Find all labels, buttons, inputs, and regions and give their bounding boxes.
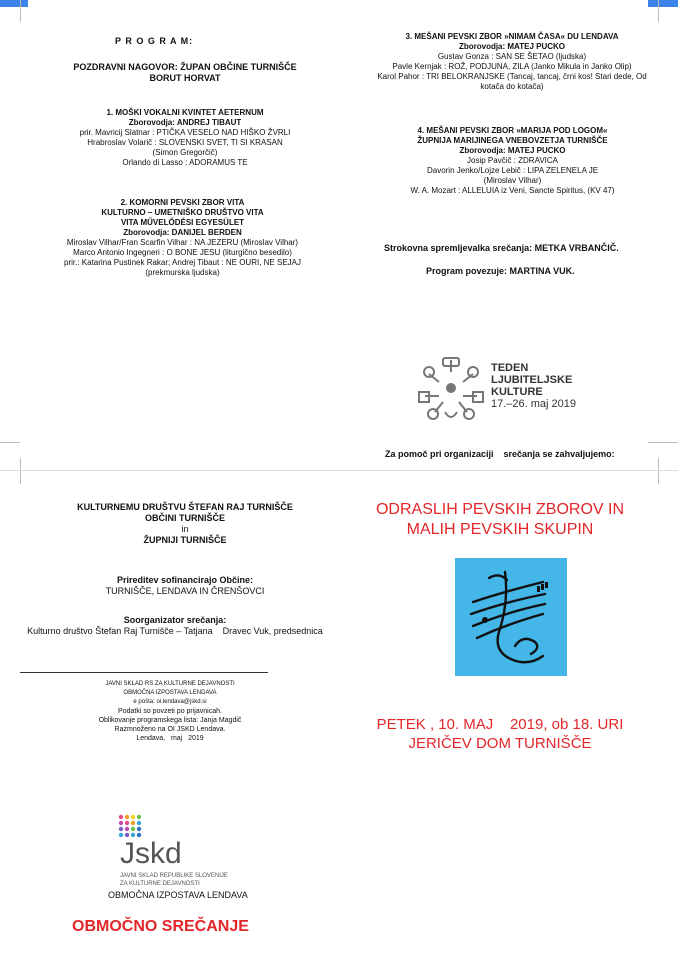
song-line: prir.: Katarina Pustinek Rakar; Andrej Tibaut : NE OURI, NE SEJAJ <box>64 258 301 267</box>
jskd-office: OBMOČNA IZPOSTAVA LENDAVA <box>108 890 248 900</box>
thanks-line: Za pomoč pri organizaciji srečanja se zahvaljujemo: <box>385 449 615 459</box>
greeting-line: POZDRAVNI NAGOVOR: ŽUPAN OBČINE TURNIŠČE <box>73 62 297 72</box>
cut-mark <box>20 0 21 22</box>
item-leader: Zborovodja: DANIJEL BERDEN <box>123 228 242 237</box>
teden-dates: 17.–26. maj 2019 <box>491 398 577 410</box>
top-bar <box>0 0 28 7</box>
teden-line: LJUBITELJSKE <box>491 374 573 386</box>
song-line: prir. Mavricij Slatnar : PTIČKA VESELO NAD HIŠKO ŽVRLI <box>79 128 291 137</box>
imprint-line: Oblikovanje programskega lista: Janja Magdič <box>98 717 242 724</box>
program-item-4 <box>360 126 665 196</box>
cut-mark <box>648 442 678 443</box>
expert-line: Strokovna spremljevalka srečanja: METKA VRBANČIČ. <box>384 243 619 253</box>
program-item-1 <box>40 108 330 168</box>
program-heading: P R O G R A M: <box>115 36 194 46</box>
song-line: (Miroslav Vilhar) <box>483 176 542 185</box>
cofinance <box>40 575 330 597</box>
thanks-item: ŽUPNIJI TURNIŠČE <box>143 535 227 545</box>
song-line: Orlando di Lasso : ADORAMUS TE <box>122 158 248 167</box>
song-line: Miroslav Vilhar/Fran Scarfin Vilhar : NA JEZERU (Miroslav Vilhar) <box>66 238 299 247</box>
teden-line: TEDEN <box>491 362 529 374</box>
song-line: W. A. Mozart : ALLELUIA iz Veni, Sancte Spiritus, (KV 47) <box>410 186 615 195</box>
item-title: 3. MEŠANI PEVSKI ZBOR »NIMAM ČASA« DU LENDAVA <box>405 32 619 41</box>
cut-mark <box>20 458 21 484</box>
thanks-item: KULTURNEMU DRUŠTVU ŠTEFAN RAJ TURNIŠČE <box>77 502 293 512</box>
program-item-3 <box>352 32 672 92</box>
cover-title-line: MALIH PEVSKIH SKUPIN <box>406 521 594 538</box>
teden-text <box>491 362 576 410</box>
song-line: Gustav Gonza : SAN SE ŠETAO (ljudska) <box>437 52 587 61</box>
imprint-email: e pošta: oi.lendava@jskd.si <box>133 699 207 705</box>
thanks-item: OBČINI TURNIŠČE <box>144 513 225 523</box>
item-leader: Zborovodja: MATEJ PUCKO <box>458 42 566 51</box>
imprint <box>60 680 280 743</box>
greeting <box>60 62 310 84</box>
meeting-title: OBMOČNO SREČANJE <box>72 918 249 935</box>
song-line: (prekmurska ljudska) <box>145 268 220 277</box>
cut-mark <box>658 458 659 484</box>
item-title: 4. MEŠANI PEVSKI ZBOR »MARIJA POD LOGOM« <box>417 126 608 135</box>
cofinance-label: Prireditev sofinancirajo Občine: <box>116 575 254 585</box>
teden-logo <box>415 352 605 424</box>
song-line: Hrabroslav Volarič : SLOVENSKI SVET, TI SI KRASAN <box>87 138 283 147</box>
music-logo <box>455 558 567 676</box>
cover-title <box>350 500 650 540</box>
program-item-2 <box>25 198 340 278</box>
item-title: 1. MOŠKI VOKALNI KVINTET AETERNUM <box>106 108 264 117</box>
separator-line <box>20 672 268 673</box>
cover-title-line: ODRASLIH PEVSKIH ZBOROV IN <box>375 501 625 518</box>
song-line: Karol Pahor : TRI BELOKRANJSKE (Tancaj, tancaj, črni kos! Stari dede, Od <box>377 72 647 81</box>
coorganizer-value: Kulturno društvo Štefan Raj Turnišče – Tatjana Dravec Vuk, predsednica <box>27 626 323 636</box>
imprint-line: JAVNI SKLAD RS ZA KULTURNE DEJAVNOSTI <box>105 681 235 687</box>
item-title: ŽUPNIJA MARIJINEGA VNEBOVZETJA TURNIŠČE <box>417 136 608 145</box>
jskd-name: Jskd <box>120 837 182 870</box>
greeting-line: BORUT HORVAT <box>149 73 221 83</box>
item-leader: Zborovodja: ANDREJ TIBAUT <box>128 118 242 127</box>
imprint-line: Lendava, maj 2019 <box>136 735 204 742</box>
host-line: Program povezuje: MARTINA VUK. <box>426 266 575 276</box>
song-line: kotača do kotača) <box>480 82 544 91</box>
item-title: KULTURNO – UMETNIŠKO DRUŠTVO VITA <box>101 208 264 217</box>
cut-mark <box>658 0 659 22</box>
thanks-list <box>40 502 330 546</box>
item-leader: Zborovodja: MATEJ PUCKO <box>459 146 566 155</box>
teden-logo-icon <box>415 352 487 424</box>
jskd-sub-line: ZA KULTURNE DEJAVNOSTI <box>120 881 200 887</box>
jskd-sub-line: JAVNI SKLAD REPUBLIKE SLOVENIJE <box>120 873 228 879</box>
item-title: 2. KOMORNI PEVSKI ZBOR VITA <box>120 198 245 207</box>
music-staff-icon <box>455 558 567 676</box>
item-title: VITA MŰVELŐDÉSI EGYESÜLET <box>120 218 245 227</box>
top-bar <box>648 0 678 7</box>
song-line: (Simon Gregorčič) <box>152 148 218 157</box>
jskd-sub <box>120 872 228 888</box>
song-line: Pavle Kernjak : ROŽ, PODJUNA, ZILA (Janko Mikula in Janko Olip) <box>392 62 632 71</box>
imprint-line: Podatki so povzeti po prijavnicah. <box>118 708 222 715</box>
imprint-line: Razmnoženo na OI JSKD Lendava. <box>114 726 226 733</box>
thanks-item: in <box>181 524 189 534</box>
coorganizer-label: Soorganizator srečanja: <box>123 615 227 625</box>
song-line: Josip Pavčič : ZDRAVICA <box>467 156 558 165</box>
cofinance-value: TURNIŠČE, LENDAVA IN ČRENŠOVCI <box>105 586 265 596</box>
coorganizer <box>10 615 340 637</box>
cover-date <box>345 715 655 753</box>
imprint-line: OBMOČNA IZPOSTAVA LENDAVA <box>123 690 217 696</box>
teden-line: KULTURE <box>491 386 543 398</box>
jskd-logo <box>108 812 268 902</box>
song-line: Marco Antonio Ingegneri : O BONE JESU (liturgično besedilo) <box>73 248 292 257</box>
song-line: Davorin Jenko/Lojze Lebič : LIPA ZELENELA JE <box>426 166 599 175</box>
event-date: PETEK , 10. MAJ 2019, ob 18. URI <box>376 716 624 733</box>
panel-divider <box>0 470 678 471</box>
cut-mark <box>0 442 20 443</box>
event-venue: JERIČEV DOM TURNIŠČE <box>408 735 592 752</box>
